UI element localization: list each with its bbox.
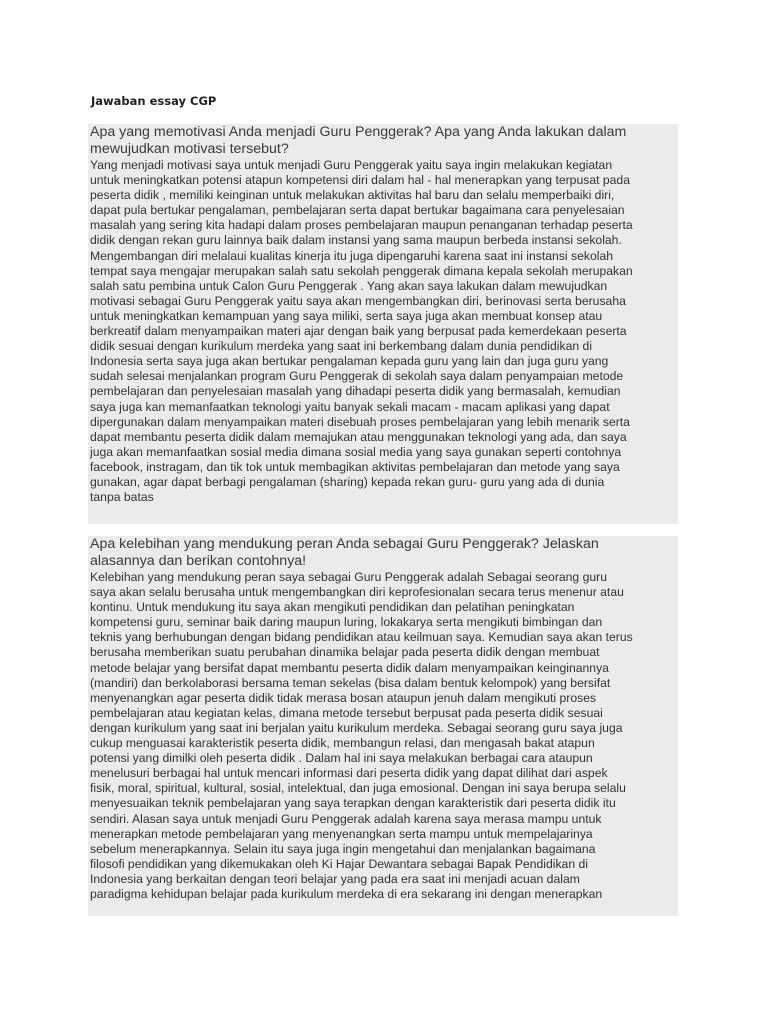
answer-line: sendiri. Alasan saya untuk menjadi Guru Penggerak adalah karena saya merasa mampu untuk <box>90 811 602 826</box>
answer-1 <box>88 158 678 505</box>
answer-line: menelusuri berbagai hal untuk mencari informasi dari peserta didik yang dapat dilihat dari aspek <box>90 766 608 781</box>
answer-line: kompetensi guru, seminar baik daring maupun luring, lokakarya serta mengikuti bimbingan dan <box>90 615 603 630</box>
question-line: mewujudkan motivasi tersebut? <box>90 141 289 157</box>
answer-line: salah satu pembina untuk Calon Guru Penggerak . Yang akan saya lakukan dalam mewujudkan <box>90 278 608 293</box>
answer-line: menyesuaikan teknik pembelajaran yang saya terapkan dengan karakteristik dari peserta didik itu <box>90 796 616 811</box>
answer-line: tanpa batas <box>90 490 154 505</box>
answer-line: masalah yang sering kita hadapi dalam proses pembelajaran maupun penanganan terhadap peserta <box>90 218 633 233</box>
answer-line: motivasi sebagai Guru Penggerak yaitu saya akan mengembangkan diri, berinovasi serta berusaha <box>90 293 626 308</box>
answer-line: berusaha memberikan suatu perubahan dinamika belajar pada peserta didik dengan membuat <box>90 645 600 660</box>
answer-line: berkreatif dalam menyampaikan materi ajar dengan baik yang berpusat pada kemerdekaan peserta <box>90 324 627 339</box>
answer-line: metode belajar yang bersifat dapat membantu peserta didik dalam menyampaikan keinginannya <box>90 660 609 675</box>
document-title: Jawaban essay CGP <box>91 94 217 108</box>
answer-line: filosofi pendidikan yang dikemukakan oleh Ki Hajar Dewantara sebagai Bapak Pendidikan di <box>90 856 588 871</box>
answer-line: Indonesia serta saya juga akan bertukar pengalaman kepada guru yang lain dan juga guru yang <box>90 354 609 369</box>
answer-line: sebelum menerapkannya. Selain itu saya juga ingin mengetahui dan menjalankan bagaimana <box>90 841 596 856</box>
answer-line: dapat pula bertukar pengalaman, pembelajaran serta dapat bertukar bagaimana cara penyelesaian <box>90 203 625 218</box>
question-2 <box>88 536 678 570</box>
answer-line: gunakan, agar dapat berbagi pengalaman (sharing) kepada rekan guru- guru yang ada di dunia <box>90 474 605 489</box>
question-line: alasannya dan berikan contohnya! <box>90 553 307 569</box>
answer-line: Kelebihan yang mendukung peran saya sebagai Guru Penggerak adalah Sebagai seorang guru <box>90 570 607 584</box>
answer-line: (mandiri) dan berkolaborasi bersama teman sekelas (bisa dalam bentuk kelompok) yang bersifat <box>90 675 611 690</box>
answer-line: didik dengan rekan guru lainnya baik dalam instansi yang sama maupun berbeda instansi sekolah. <box>90 233 622 248</box>
answer-line: saya akan selalu berusaha untuk mengembangkan diri keprofesionalan secara terus menenur atau <box>90 585 624 600</box>
answer-line: dipergunakan dalam menyampaikan materi disebuah proses pembelajaran yang lebih menarik serta <box>90 414 630 429</box>
answer-line: dengan kurikulum yang saat ini berjalan yaitu kurikulum merdeka. Sebagai seorang guru saya juga <box>90 720 623 735</box>
answer-line: potensi yang dimilki oleh peserta didik . Dalam hal ini saya melakukan berbagai cara ataupun <box>90 751 593 766</box>
qa-section-2 <box>88 536 678 916</box>
answer-line: menyenangkan agar peserta didik tidak merasa bosan ataupun jenuh dalam mengikuti proses <box>90 690 597 705</box>
answer-line: peserta didik , memiliki keinginan untuk melakukan aktivitas hal baru dan selalu memperbaiki diri, <box>90 188 615 203</box>
answer-line: paradigma kehidupan belajar pada kurikulum merdeka di era sekarang ini dengan menerapkan <box>90 886 603 901</box>
qa-section-1 <box>88 124 678 524</box>
answer-line: facebook, instragam, dan tik tok untuk membagikan aktivitas pembelajaran dan metode yang saya <box>90 459 620 474</box>
answer-line: Mengembangan diri melalaui kualitas kinerja itu juga dipengaruhi karena saat ini instansi sekolah <box>90 248 614 263</box>
answer-line: saya juga kan memanfaatkan teknologi yaitu banyak sekali macam - macam aplikasi yang dapat <box>90 399 610 414</box>
answer-line: fisik, moral, spiritual, kultural, sosial, intelektual, dan juga emosional. Dengan ini saya berupa selalu <box>90 781 626 796</box>
answer-line: Yang menjadi motivasi saya untuk menjadi Guru Penggerak yaitu saya ingin melakukan kegiatan <box>90 158 613 172</box>
answer-line: pembelajaran dan penyelesaian masalah yang dihadapi peserta didik yang bermasalah, kemudian <box>90 384 621 399</box>
answer-line: untuk meningkatkan kemampuan yang saya miliki, serta saya juga akan membuat konsep atau <box>90 308 603 323</box>
question-1 <box>88 124 678 158</box>
answer-line: tempat saya mengajar merupakan salah satu sekolah penggerak dimana kepala sekolah merupakan <box>90 263 633 278</box>
answer-line: sudah selesai menjalankan program Guru Penggerak di sekolah saya dalam penyampaian metode <box>90 369 624 384</box>
answer-line: teknis yang berhubungan dengan bidang pendidikan atau keilmuan saya. Kemudian saya akan terus <box>90 630 633 645</box>
answer-line: kontinu. Untuk mendukung itu saya akan mengikuti pendidikan dan pelatihan peningkatan <box>90 600 575 615</box>
answer-2 <box>88 570 678 902</box>
answer-line: cukup menguasai karakteristik peserta didik, membangun relasi, dan mengasah bakat atapun <box>90 736 595 751</box>
answer-line: menerapkan metode pembelajaran yang menyenangkan serta mampu untuk mempelajarinya <box>90 826 593 841</box>
answer-line: didik sesuai dengan kurikulum merdeka yang saat ini berkembang dalam dunia pendidikan di <box>90 339 593 354</box>
answer-line: dapat membantu peserta didik dalam memajukan atau menggunakan teknologi yang ada, dan saya <box>90 429 627 444</box>
answer-line: untuk meningkatkan potensi atapun kompetensi diri dalam hal - hal menerapkan yang terpusat pada <box>90 173 630 188</box>
question-line: Apa kelebihan yang mendukung peran Anda sebagai Guru Penggerak? Jelaskan <box>90 536 599 552</box>
question-line: Apa yang memotivasi Anda menjadi Guru Penggerak? Apa yang Anda lakukan dalam <box>90 124 627 140</box>
answer-line: Indonesia yang berkaitan dengan teori belajar yang pada era saat ini menjadi acuan dalam <box>90 871 580 886</box>
answer-line: pembelajaran atau kegiatan kelas, dimana metode tersebut berpusat pada peserta didik sesuai <box>90 705 603 720</box>
answer-line: juga akan memanfaatkan sosial media dimana sosial media yang saya gunakan seperti contohnya <box>90 444 622 459</box>
